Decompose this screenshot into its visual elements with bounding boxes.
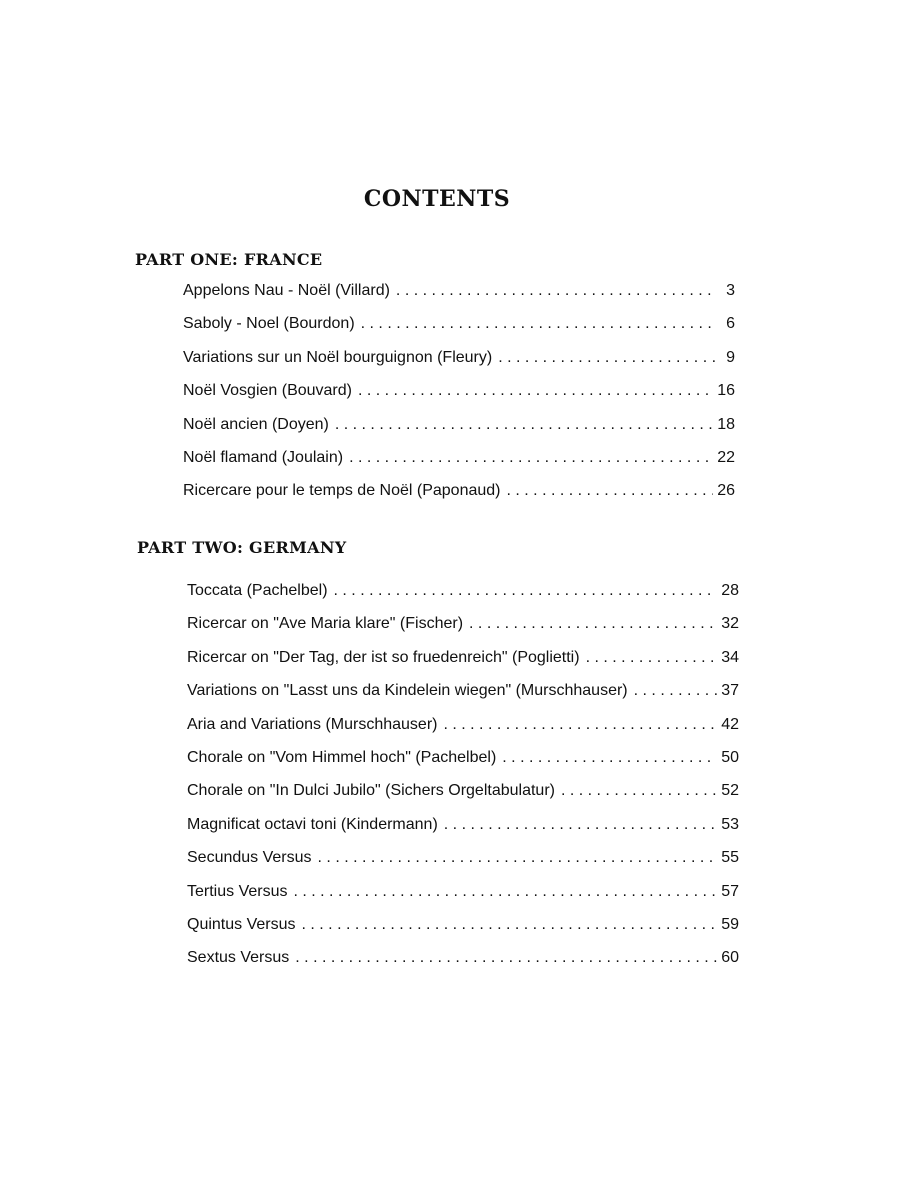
toc-entry[interactable] [187,815,739,848]
entry-title: Variations on "Lasst uns da Kindelein wiegen" (Murschhauser) [187,682,628,700]
page-number: 34 [721,648,739,666]
entry-title: Sextus Versus [187,949,290,967]
toc-entry[interactable] [183,448,735,481]
entry-title: Saboly - Noel (Bourdon) [183,315,355,333]
page-number: 16 [717,382,735,400]
dot-leader [498,348,717,368]
entry-title: Ricercar on "Der Tag, der ist so fruedenreich" (Poglietti) [187,648,580,666]
page-number: 28 [721,582,739,599]
toc-entry[interactable] [187,681,739,714]
dot-leader [443,715,717,735]
page-number: 50 [721,748,739,766]
entry-title: Noël ancien (Doyen) [183,415,329,433]
toc-entry[interactable] [187,781,739,814]
entry-title: Ricercare pour le temps de Noël (Paponaud) [183,482,501,500]
toc-entry[interactable] [183,481,735,514]
part-two-entry-list [187,581,739,982]
entry-title: Variations sur un Noël bourguignon (Fleury) [183,348,493,366]
dot-leader [469,614,717,634]
toc-entry[interactable] [187,748,739,781]
dot-leader [444,815,717,835]
page-number: 22 [717,448,735,466]
dot-leader [361,314,717,334]
entry-title: Noël flamand (Joulain) [183,448,344,466]
page-number: 59 [721,915,739,933]
toc-entry[interactable] [187,948,739,981]
dot-leader [586,648,718,668]
entry-title: Toccata (Pachelbel) [187,582,328,599]
dot-leader [302,915,718,935]
page-number: 53 [721,815,739,833]
dot-leader [396,281,717,301]
entry-title: Magnificat octavi toni (Kindermann) [187,815,438,833]
dot-leader [318,848,718,868]
dot-leader [349,448,713,468]
entry-title: Noël Vosgien (Bouvard) [183,382,352,400]
toc-entry[interactable] [187,848,739,881]
toc-entry[interactable] [183,314,735,347]
dot-leader [335,415,713,435]
toc-entry[interactable] [187,648,739,681]
dot-leader [295,948,717,968]
toc-entry[interactable] [187,614,739,647]
dot-leader [502,748,717,768]
page-number: 3 [726,282,735,299]
toc-entry[interactable] [187,915,739,948]
page-number: 37 [721,682,739,700]
part-one-heading: PART ONE: FRANCE [135,250,323,269]
toc-entry[interactable] [187,882,739,915]
dot-leader [358,381,713,401]
part-one-entry-list [183,281,735,515]
page-number: 55 [721,849,739,867]
page-number: 9 [726,348,735,366]
toc-entry[interactable] [187,581,739,614]
dot-leader [293,882,717,902]
entry-title: Quintus Versus [187,915,296,933]
dot-leader [634,681,718,701]
toc-entry[interactable] [183,281,735,314]
entry-title: Secundus Versus [187,849,312,867]
page-number: 57 [721,882,739,900]
toc-entry[interactable] [187,715,739,748]
page-number: 26 [717,482,735,500]
part-two-heading: PART TWO: GERMANY [137,538,347,557]
toc-entry[interactable] [183,381,735,414]
dot-leader [507,481,714,501]
page-number: 32 [721,615,739,633]
entry-title: Ricercar on "Ave Maria klare" (Fischer) [187,615,464,633]
dot-leader [561,781,717,801]
entry-title: Chorale on "In Dulci Jubilo" (Sichers Orgeltabulatur) [187,782,555,800]
entry-title: Chorale on "Vom Himmel hoch" (Pachelbel) [187,748,497,766]
entry-title: Aria and Variations (Murschhauser) [187,715,438,733]
entry-title: Appelons Nau - Noël (Villard) [183,282,390,299]
page-number: 42 [721,715,739,733]
page-number: 52 [721,782,739,800]
page-number: 60 [721,949,739,967]
page-title: CONTENTS [363,186,511,212]
toc-entry[interactable] [183,415,735,448]
page-number: 6 [726,315,735,333]
entry-title: Tertius Versus [187,882,288,900]
page-number: 18 [717,415,735,433]
toc-entry[interactable] [183,348,735,381]
dot-leader [334,581,718,601]
